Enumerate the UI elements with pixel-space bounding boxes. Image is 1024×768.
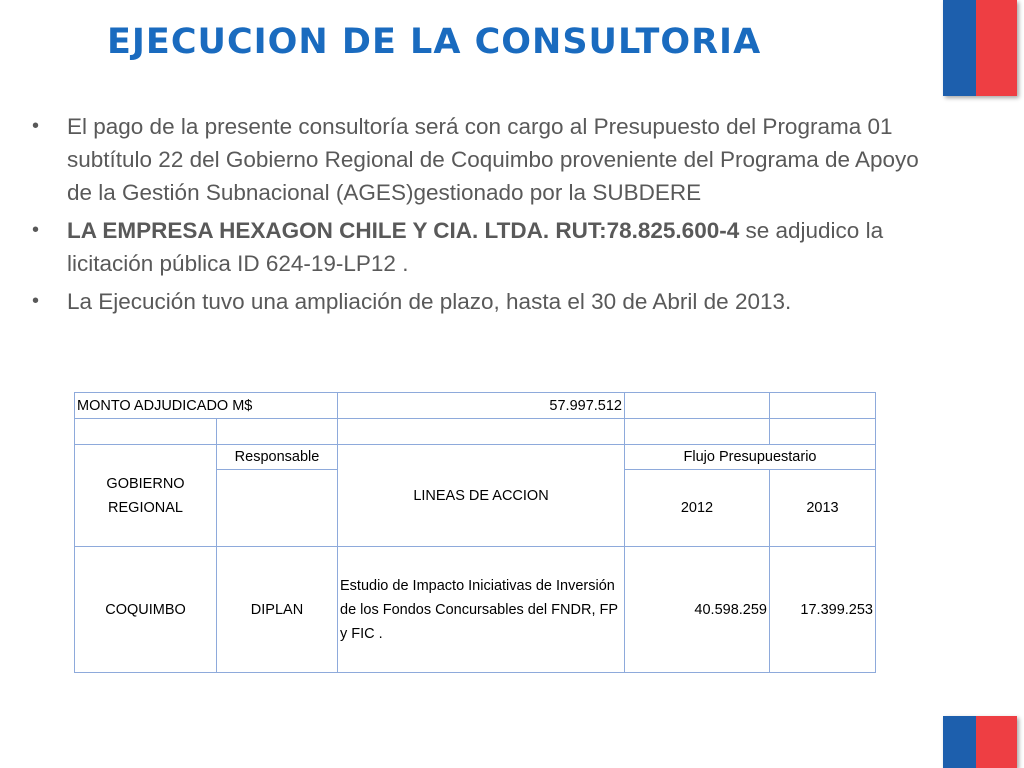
empty-cell	[338, 419, 625, 445]
flag-red-stripe	[976, 716, 1017, 768]
bullet-text: se adjudico la licitación pública ID 624-19-LP12 .	[67, 218, 884, 276]
bullet-item	[32, 214, 932, 280]
bullet-icon: •	[32, 219, 40, 241]
bullet-item	[32, 110, 932, 209]
empty-cell	[770, 419, 876, 445]
monto-value: 57.997.512	[338, 393, 625, 419]
bullet-item	[32, 285, 932, 318]
flag-blue-stripe	[943, 716, 976, 768]
linea-accion-cell: Estudio de Impacto Iniciativas de Inversión de los Fondos Concursables del FNDR, FP y FIC .	[338, 547, 625, 673]
bullet-text: La Ejecución tuvo una ampliación de plazo, hasta el 30 de Abril de 2013.	[67, 289, 792, 314]
monto-2012-cell: 40.598.259	[625, 547, 770, 673]
region-cell: COQUIMBO	[75, 547, 217, 673]
bullet-text: El pago de la presente consultoría será con cargo al Presupuesto del Programa 01 subtítulo 22 del Gobierno Regional de Coquimbo proveniente del Programa de Apoyo de la Gestión Subnacional (AGES)gestionado por la SUBDERE	[67, 114, 919, 205]
monto-2013-cell: 17.399.253	[770, 547, 876, 673]
empty-cell	[625, 393, 770, 419]
bullet-icon: •	[32, 115, 40, 137]
flag-blue-stripe	[943, 0, 976, 96]
budget-table	[74, 392, 876, 673]
empty-cell	[625, 419, 770, 445]
bullet-icon: •	[32, 290, 40, 312]
empty-cell	[217, 470, 338, 547]
table-row	[75, 547, 876, 673]
empty-cell	[217, 419, 338, 445]
responsable-cell: DIPLAN	[217, 547, 338, 673]
empty-cell	[75, 419, 217, 445]
bullet-list	[32, 110, 932, 323]
table-row	[75, 419, 876, 445]
monto-label: MONTO ADJUDICADO M$	[75, 393, 338, 419]
table-row	[75, 445, 876, 470]
flag-decoration-top	[943, 0, 1017, 96]
year-2013-header: 2013	[770, 470, 876, 547]
flag-red-stripe	[976, 0, 1017, 96]
gobierno-regional-header: GOBIERNO REGIONAL	[75, 445, 217, 547]
responsable-header: Responsable	[217, 445, 338, 470]
flujo-presupuestario-header: Flujo Presupuestario	[625, 445, 876, 470]
year-2012-header: 2012	[625, 470, 770, 547]
flag-decoration-bottom	[943, 716, 1017, 768]
slide-title: EJECUCION DE LA CONSULTORIA	[107, 22, 762, 62]
empty-cell	[770, 393, 876, 419]
lineas-accion-header: LINEAS DE ACCION	[338, 445, 625, 547]
table-row	[75, 393, 876, 419]
bullet-bold-text: LA EMPRESA HEXAGON CHILE Y CIA. LTDA. RUT:78.825.600-4	[67, 218, 740, 243]
